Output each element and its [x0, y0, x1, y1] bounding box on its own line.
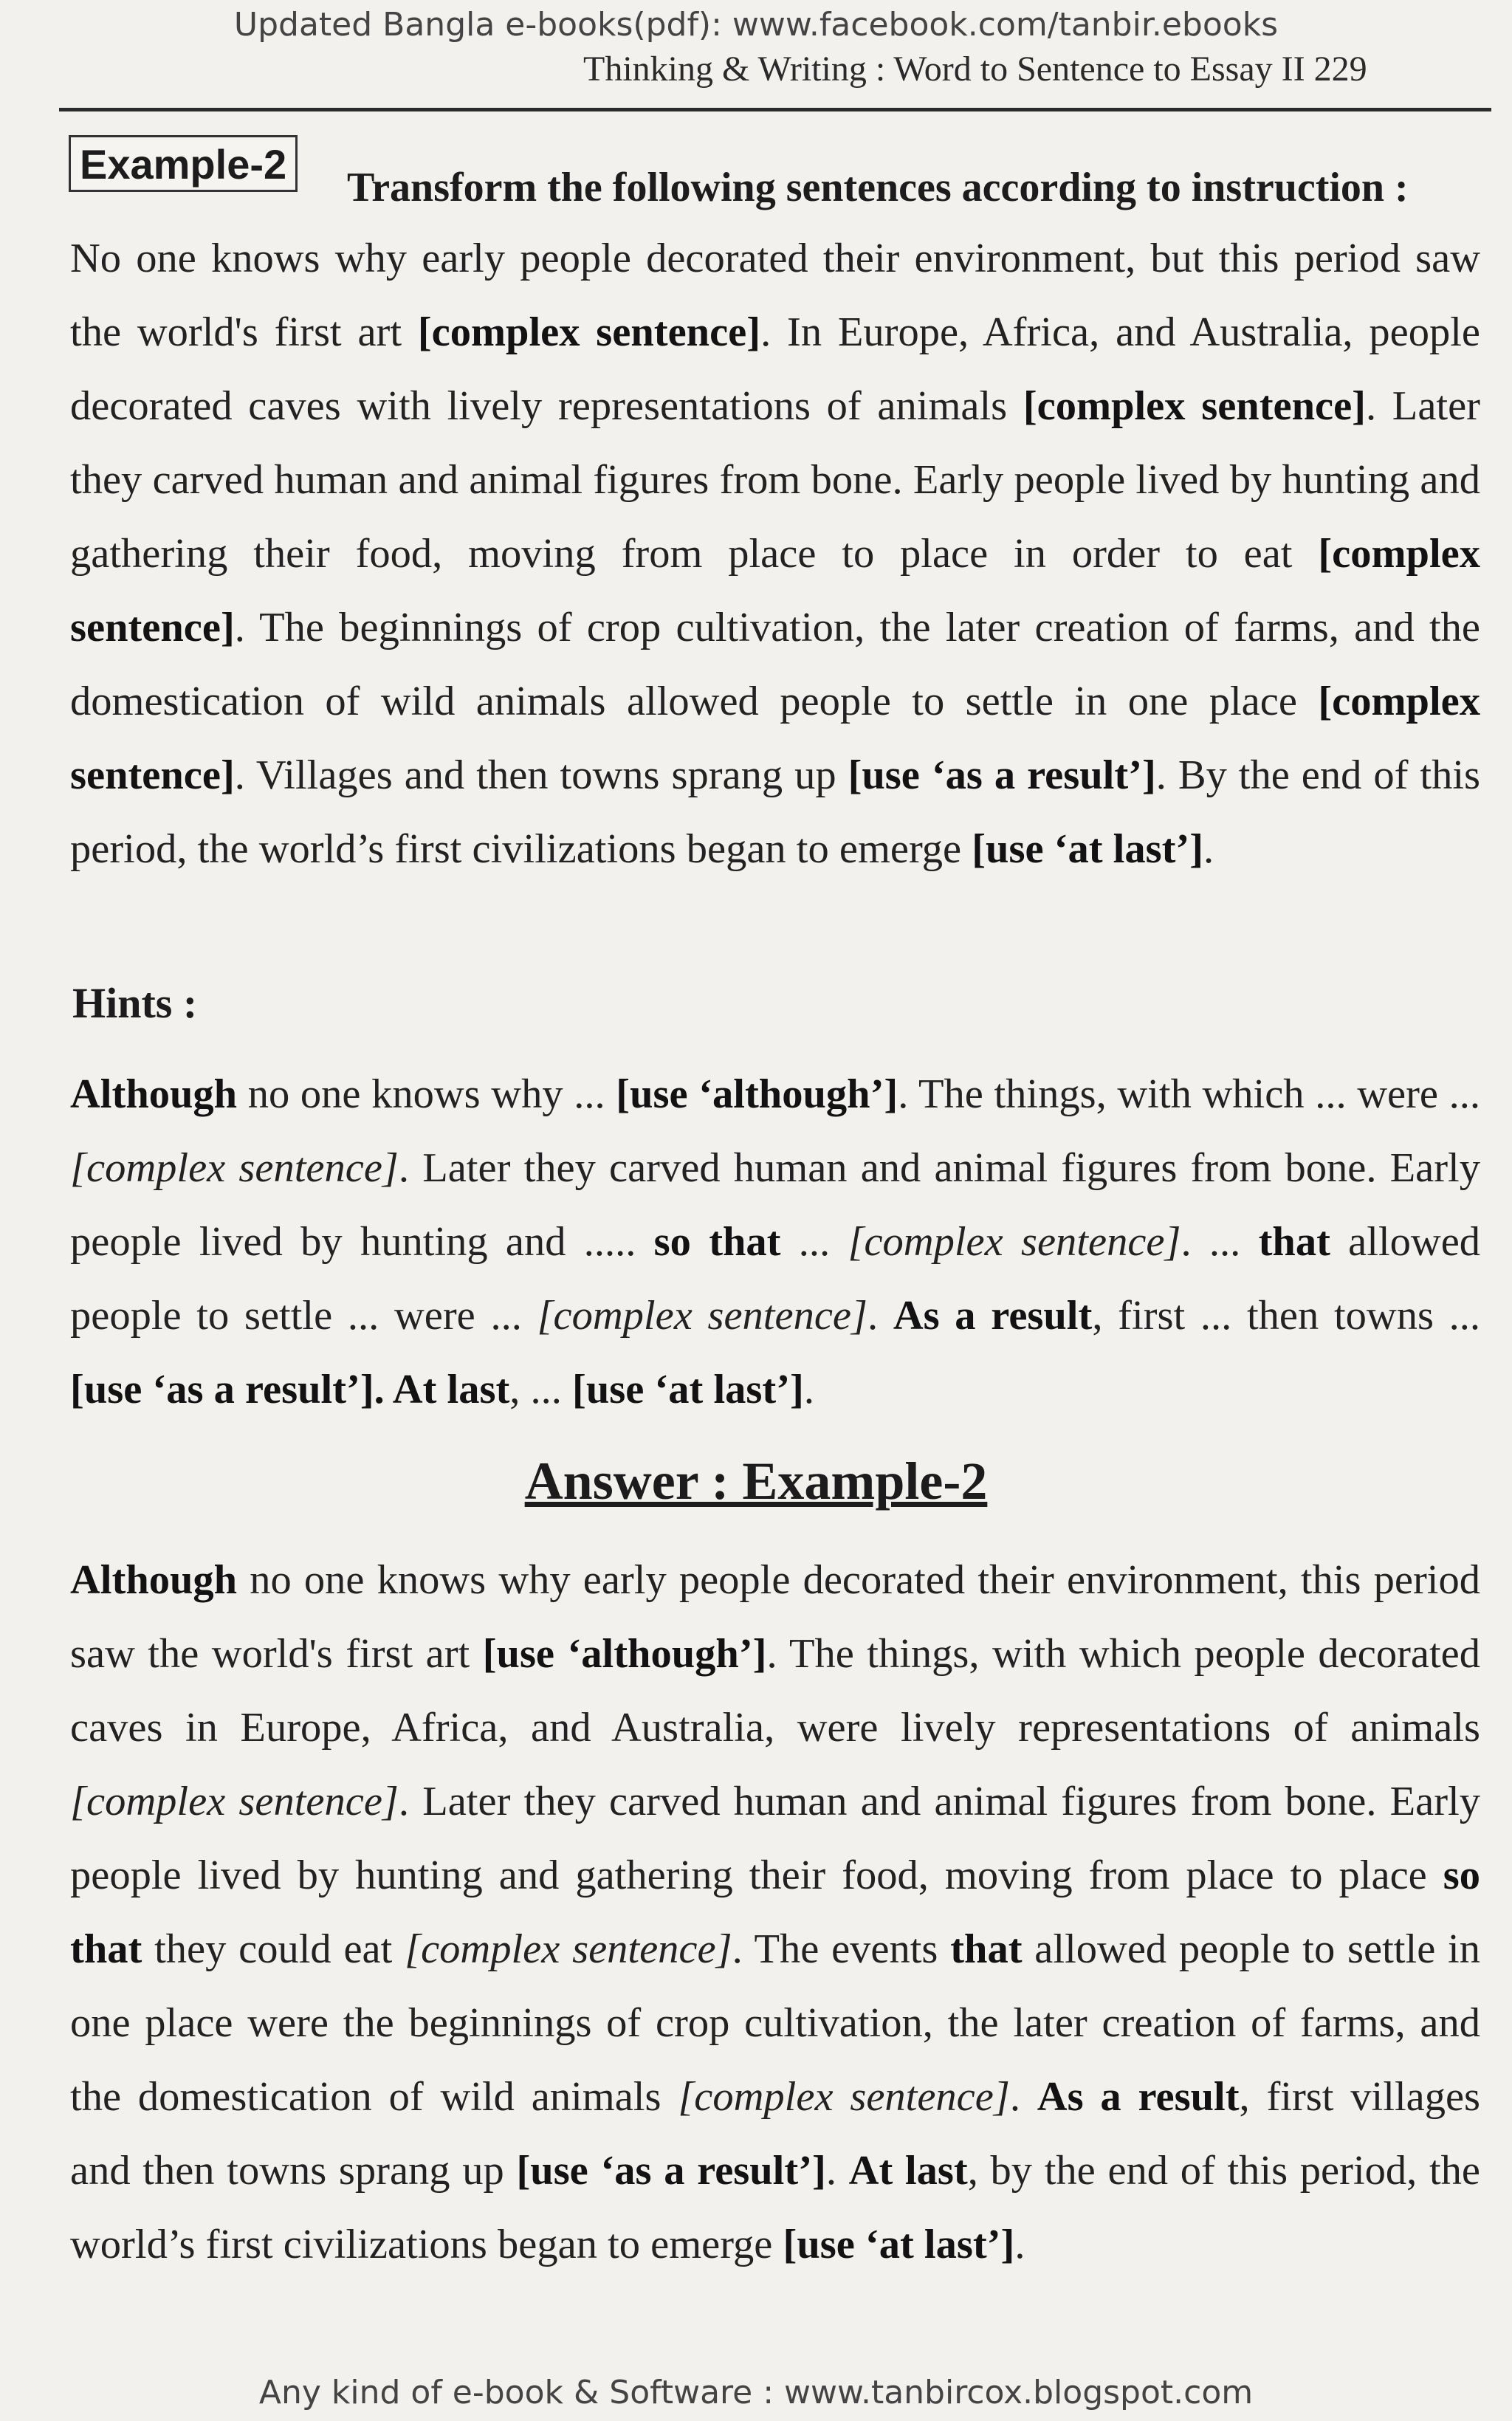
body-text: . The beginnings of crop cultivation, the later creation of farms, and the domestication of wild animals allowed people to settle in one place	[70, 605, 1480, 724]
body-text: . Villages and then towns sprang up	[234, 752, 848, 798]
body-text: . Later they carved human and animal figures from bone. Early people lived by hunting and gathering their food, moving from place to place in order to eat	[70, 383, 1480, 577]
bold-text: Although	[70, 1071, 238, 1117]
italic-text: [complex sentence]	[848, 1219, 1181, 1265]
body-text: .	[1014, 2222, 1025, 2267]
italic-text: [complex sentence]	[405, 1926, 732, 1972]
body-text: , first villages and then towns sprang up	[70, 2074, 1481, 2194]
bold-text: Although	[70, 1557, 238, 1603]
answer-title: Answer : Example-2	[524, 1452, 988, 1511]
italic-text: [complex sentence]	[70, 1779, 399, 1824]
body-text: ...	[780, 1219, 848, 1265]
bold-text: At last	[848, 2148, 968, 2194]
body-text: .	[867, 1293, 893, 1339]
body-text: . Later they carved human and animal figures from bone. Early people lived by hunting and .....	[70, 1145, 1480, 1265]
bold-text: [use ‘as a result’]	[516, 2148, 826, 2194]
body-text: .	[803, 1367, 814, 1412]
bold-text: [use ‘at last’]	[783, 2222, 1015, 2267]
body-text: no one knows why early people decorated their environment, this period saw the world's first art	[70, 1557, 1480, 1677]
top-banner: Updated Bangla e-books(pdf): www.facebook.com/tanbir.ebooks	[233, 6, 1279, 44]
bold-text: [use ‘at last’]	[972, 826, 1204, 872]
body-text: . By the end of this period, the world’s first civilizations began to emerge	[70, 752, 1481, 872]
hints-paragraph	[70, 1057, 1480, 1426]
body-text: allowed people to settle ... were ...	[70, 1219, 1481, 1339]
running-head: Thinking & Writing : Word to Sentence to Essay II 229	[583, 49, 1367, 89]
answer-paragraph	[70, 1543, 1480, 2281]
bold-text: so that	[70, 1852, 1480, 1972]
bottom-banner: Any kind of e-book & Software : www.tanbircox.blogspot.com	[258, 2374, 1254, 2411]
body-text: they could eat	[142, 1926, 405, 1972]
body-text: . ...	[1181, 1219, 1259, 1265]
bold-text: [complex sentence]	[1023, 383, 1366, 429]
bold-text: [complex sentence]	[70, 531, 1480, 650]
italic-text: [complex sentence]	[678, 2074, 1010, 2120]
body-text: . The things, with which ... were ...	[898, 1071, 1481, 1117]
question-paragraph	[70, 222, 1480, 886]
body-text: . Later they carved human and animal figures from bone. Early people lived by hunting and gathering their food, moving from place to place	[70, 1779, 1480, 1898]
bold-text: [complex sentence]	[70, 679, 1480, 798]
body-text: .	[1009, 2074, 1037, 2120]
body-text: . In Europe, Africa, and Australia, people decorated caves with lively representations of animals	[70, 309, 1480, 429]
bold-text: [use ‘as a result’]. At last	[70, 1367, 510, 1412]
body-text: .	[1203, 826, 1214, 872]
body-text: No one knows why early people decorated their environment, but this period saw the world's first art	[70, 236, 1480, 355]
italic-text: [complex sentence]	[70, 1145, 399, 1191]
body-text: , by the end of this period, the world’s first civilizations began to emerge	[70, 2148, 1480, 2267]
body-text: allowed people to settle in one place were the beginnings of crop cultivation, the later creation of farms, and the domestication of wild animals	[70, 1926, 1480, 2120]
body-text: , first ... then towns ...	[1092, 1293, 1481, 1339]
bold-text: As a result	[893, 1293, 1093, 1339]
bold-text: [use ‘at last’]	[572, 1367, 804, 1412]
body-text: , ...	[509, 1367, 573, 1412]
bold-text: [use ‘although’]	[616, 1071, 898, 1117]
bold-text: As a result	[1037, 2074, 1240, 2120]
bold-text: [use ‘as a result’]	[848, 752, 1156, 798]
bold-text: [use ‘although’]	[482, 1631, 767, 1677]
bold-text: that	[950, 1926, 1023, 1972]
example-label: Example-2	[69, 135, 298, 192]
bold-text: so that	[653, 1219, 781, 1265]
body-text: . The things, with which people decorated caves in Europe, Africa, and Australia, were lively representations of animals	[70, 1631, 1481, 1751]
hints-label: Hints :	[72, 979, 198, 1027]
bold-text: [complex sentence]	[417, 309, 761, 355]
italic-text: [complex sentence]	[537, 1293, 867, 1339]
body-text: no one knows why ...	[237, 1071, 616, 1117]
instruction-heading: Transform the following sentences according to instruction :	[347, 165, 1409, 210]
body-text: .	[825, 2148, 849, 2194]
bold-text: that	[1258, 1219, 1330, 1265]
header-rule	[59, 108, 1491, 111]
body-text: . The events	[732, 1926, 951, 1972]
